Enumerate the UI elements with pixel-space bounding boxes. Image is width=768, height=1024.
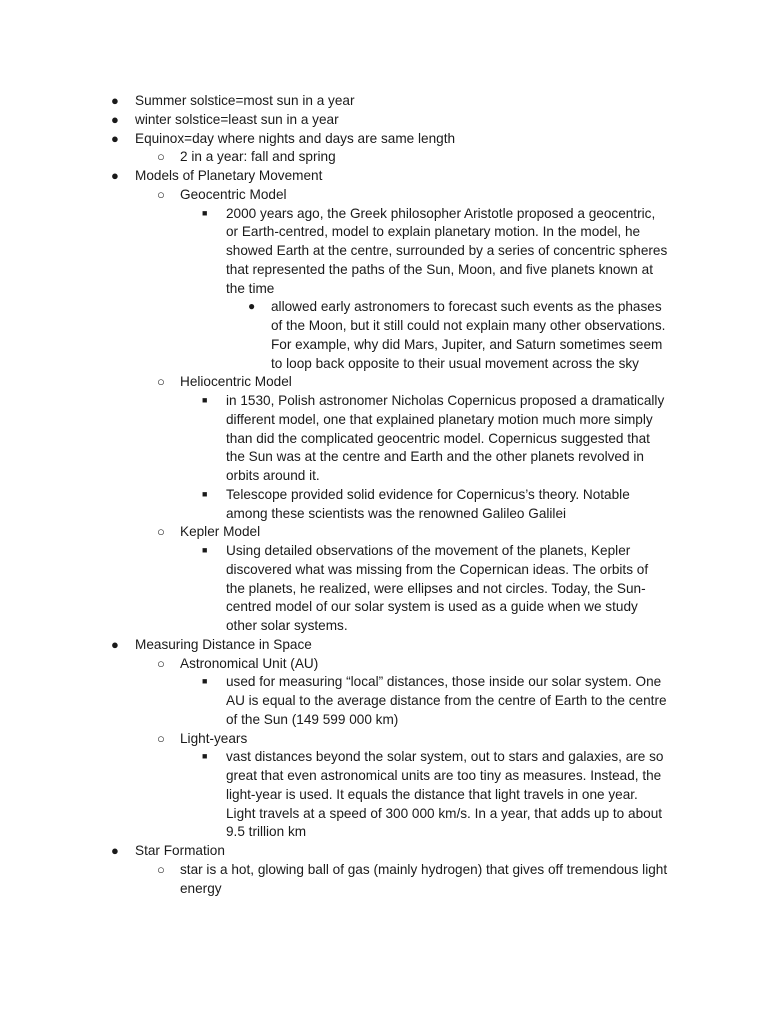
list-item-text: Using detailed observations of the movement of the planets, Kepler xyxy=(226,543,631,558)
list-item-line xyxy=(0,222,768,241)
list-item-text: that represented the paths of the Sun, Moon, and five planets known at xyxy=(226,261,653,277)
disc-bullet-icon: ● xyxy=(111,843,119,858)
list-item-text: winter solstice=least sun in a year xyxy=(135,111,339,127)
list-item-text: Star Formation xyxy=(135,843,225,858)
circle-bullet-icon: ○ xyxy=(157,655,165,671)
list-item-line xyxy=(0,204,768,223)
list-item-line xyxy=(0,729,768,748)
list-item-text: orbits around it. xyxy=(226,468,320,483)
list-item-line xyxy=(0,316,768,335)
list-item-line xyxy=(0,372,768,391)
list-item-line xyxy=(0,260,768,279)
list-item-text: the planets, he realized, were ellipses and not circles. Today, the Sun- xyxy=(226,580,646,596)
list-item-text: Light travels at a speed of 300 000 km/s. In a year, that adds up to about xyxy=(226,805,663,821)
list-item-text: allowed early astronomers to forecast such events as the phases xyxy=(271,299,662,315)
list-item-line xyxy=(0,616,768,635)
list-item-text: Equinox=day where nights and days are same length xyxy=(135,130,456,146)
disc-bullet-icon: ● xyxy=(111,168,119,183)
list-item-line xyxy=(0,597,768,616)
list-item-text: centred model of our solar system is used as a guide when we study xyxy=(226,599,638,615)
list-item-line xyxy=(0,804,768,823)
list-item-text: star is a hot, glowing ball of gas (mainly hydrogen) that gives off tremendous light xyxy=(180,861,668,877)
list-item-line xyxy=(0,147,768,166)
disc-bullet-icon: ● xyxy=(248,299,256,314)
list-item-text: AU is equal to the average distance from the centre of Earth to the centre xyxy=(226,693,667,708)
list-item-line xyxy=(0,522,768,541)
list-item-text: showed Earth at the centre, surrounded by a series of concentric spheres xyxy=(226,243,668,258)
list-item-text: Telescope provided solid evidence for Copernicus’s theory. Notable xyxy=(226,486,630,502)
list-item-text: Models of Planetary Movement xyxy=(135,168,323,183)
square-bullet-icon: ■ xyxy=(202,751,208,762)
list-item-line xyxy=(0,354,768,373)
list-item-line xyxy=(0,635,768,654)
square-bullet-icon: ■ xyxy=(202,676,208,687)
list-item-line xyxy=(0,747,768,766)
list-item-line xyxy=(0,279,768,298)
list-item-line xyxy=(0,241,768,260)
list-item-line xyxy=(0,91,768,110)
list-item-text: than did the complicated geocentric model. Copernicus suggested that xyxy=(226,430,650,446)
list-item-line xyxy=(0,579,768,598)
list-item-line xyxy=(0,841,768,860)
circle-bullet-icon: ○ xyxy=(157,186,165,202)
list-item-line xyxy=(0,391,768,410)
list-item-text: Measuring Distance in Space xyxy=(135,636,312,652)
list-item-line xyxy=(0,485,768,504)
circle-bullet-icon: ○ xyxy=(157,524,165,540)
list-item-text: great that even astronomical units are too tiny as measures. Instead, the xyxy=(226,768,662,783)
list-item-line xyxy=(0,766,768,785)
list-item-line xyxy=(0,672,768,691)
square-bullet-icon: ■ xyxy=(202,488,208,499)
list-item-line xyxy=(0,654,768,673)
list-item-line xyxy=(0,691,768,710)
list-item-line xyxy=(0,110,768,129)
square-bullet-icon: ■ xyxy=(202,207,208,218)
list-item-line xyxy=(0,185,768,204)
list-item-text: of the Moon, but it still could not explain many other observations. xyxy=(271,318,666,333)
list-item-text: Heliocentric Model xyxy=(180,374,292,390)
list-item-text: Geocentric Model xyxy=(180,186,287,202)
list-item-text: 2 in a year: fall and spring xyxy=(180,149,336,165)
list-item-line xyxy=(0,166,768,185)
list-item-line xyxy=(0,466,768,485)
list-item-text: energy xyxy=(180,880,222,896)
disc-bullet-icon: ● xyxy=(111,93,119,108)
list-item-text: used for measuring “local” distances, those inside our solar system. One xyxy=(226,674,662,690)
list-item-text: 9.5 trillion km xyxy=(226,824,307,840)
list-item-line xyxy=(0,447,768,466)
list-item-text: of the Sun (149 599 000 km) xyxy=(226,711,399,727)
list-item-text: 2000 years ago, the Greek philosopher Aristotle proposed a geocentric, xyxy=(226,205,656,221)
list-item-text: Kepler Model xyxy=(180,524,261,540)
list-item-text: or Earth-centred, model to explain planetary motion. In the model, he xyxy=(226,224,641,240)
list-item-text: the Sun was at the centre and Earth and the other planets revolved in xyxy=(226,449,644,465)
list-item-line xyxy=(0,860,768,879)
list-item-line xyxy=(0,560,768,579)
list-item-line xyxy=(0,129,768,148)
disc-bullet-icon: ● xyxy=(111,130,119,146)
disc-bullet-icon: ● xyxy=(111,111,119,127)
list-item-line xyxy=(0,297,768,316)
list-item-text: Summer solstice=most sun in a year xyxy=(135,93,355,108)
list-item-line xyxy=(0,785,768,804)
list-item-line xyxy=(0,429,768,448)
list-item-text: different model, one that explained planetary motion much more simply xyxy=(226,411,653,427)
circle-bullet-icon: ○ xyxy=(157,730,165,746)
list-item-text: Light-years xyxy=(180,730,248,746)
circle-bullet-icon: ○ xyxy=(157,149,165,165)
list-item-line xyxy=(0,541,768,560)
circle-bullet-icon: ○ xyxy=(157,861,165,877)
list-item-line xyxy=(0,504,768,523)
list-item-text: in 1530, Polish astronomer Nicholas Copernicus proposed a dramatically xyxy=(226,393,665,408)
list-item-line xyxy=(0,335,768,354)
list-item-line xyxy=(0,410,768,429)
disc-bullet-icon: ● xyxy=(111,636,119,652)
list-item-text: the time xyxy=(226,280,275,296)
list-item-text: discovered what was missing from the Copernican ideas. The orbits of xyxy=(226,561,649,577)
list-item-line xyxy=(0,822,768,841)
square-bullet-icon: ■ xyxy=(202,545,208,555)
list-item-text: For example, why did Mars, Jupiter, and Saturn sometimes seem xyxy=(271,336,663,352)
list-item-line xyxy=(0,710,768,729)
square-bullet-icon: ■ xyxy=(202,395,208,405)
list-item-text: other solar systems. xyxy=(226,618,348,633)
list-item-text: among these scientists was the renowned Galileo Galilei xyxy=(226,505,567,521)
list-item-line xyxy=(0,879,768,898)
circle-bullet-icon: ○ xyxy=(157,374,165,390)
list-item-text: Astronomical Unit (AU) xyxy=(180,655,319,671)
list-item-text: light-year is used. It equals the distance that light travels in one year. xyxy=(226,786,638,802)
list-item-text: vast distances beyond the solar system, out to stars and galaxies, are so xyxy=(226,749,664,765)
list-item-text: to loop back opposite to their usual movement across the sky xyxy=(271,355,639,371)
